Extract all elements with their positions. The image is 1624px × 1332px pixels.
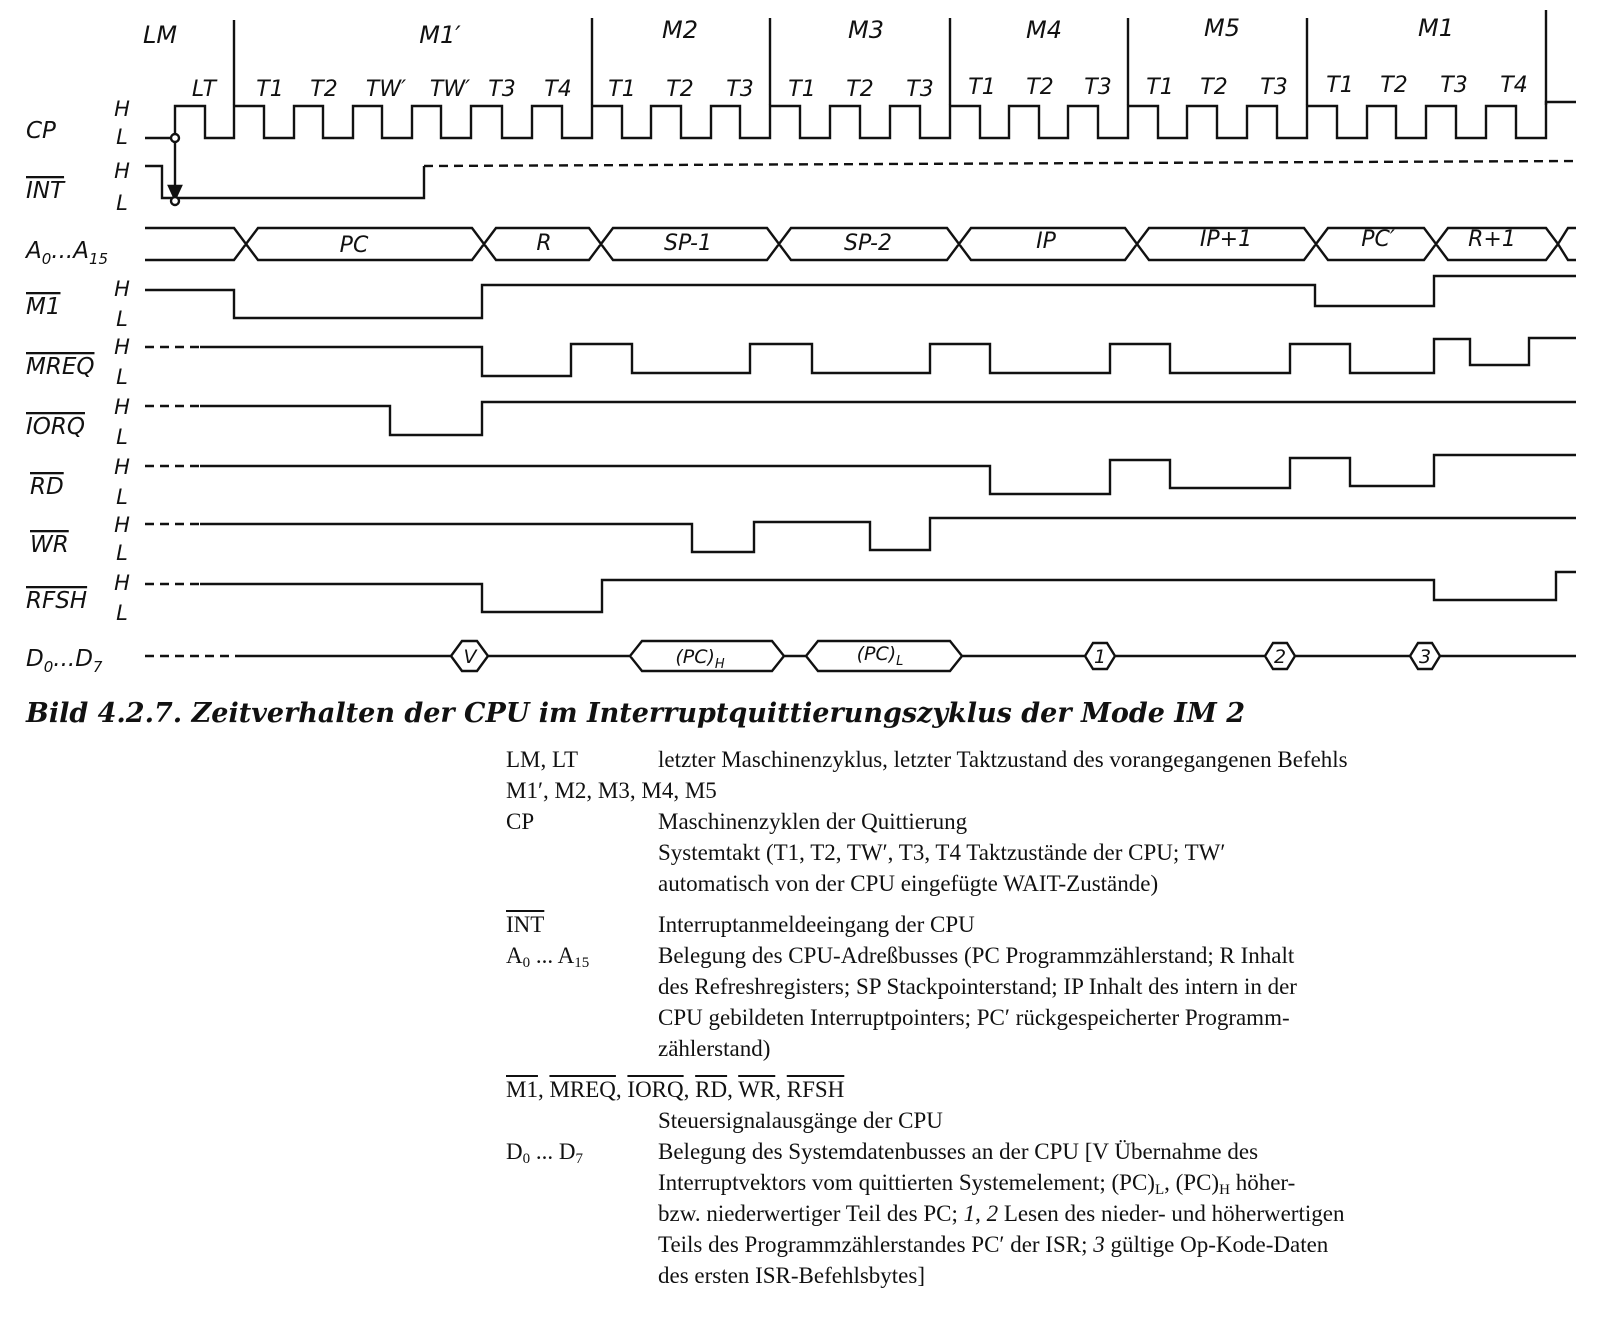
address-segment: SP-2 xyxy=(844,231,892,256)
legend-term: CP xyxy=(506,809,535,834)
address-segment: PC xyxy=(339,233,369,258)
data-marker-1: 1 xyxy=(1093,646,1107,668)
state-label: T4 xyxy=(1500,73,1528,98)
address-segment: SP-1 xyxy=(664,231,712,256)
data-bus-waveform xyxy=(240,641,1576,671)
address-segment: IP+1 xyxy=(1199,227,1253,252)
state-label: T1 xyxy=(968,75,996,100)
state-label: T1 xyxy=(608,77,636,102)
cycle-label: M2 xyxy=(662,16,698,44)
cycle-label: M1′ xyxy=(419,21,461,49)
level-l: L xyxy=(116,125,128,149)
figure-caption: Bild 4.2.7. Zeitverhalten der CPU im Interruptquittierungszyklus der Mode IM 2 xyxy=(26,698,1245,729)
signal-label-iorq: IORQ xyxy=(26,414,85,440)
legend-line: Interruptvektors vom quittierten Systemelement; $(PC)_L$, $(PC)_H$ höher- xyxy=(658,1170,1296,1198)
signal-label-mreq: MREQ xyxy=(26,354,95,380)
legend-line: Teils des Programmzählerstandes PC′ der ISR; 3 gültige Op-Kode-Daten xyxy=(658,1232,1329,1257)
level-h: H xyxy=(114,159,130,183)
level-l: L xyxy=(116,307,128,331)
address-segment: R xyxy=(536,231,552,256)
legend-term: M1′, M2, M3, M4, M5 xyxy=(506,778,717,803)
signal-label-rd: RD xyxy=(30,474,64,500)
signal-label-cp: CP xyxy=(26,118,56,144)
state-label: T2 xyxy=(1026,75,1054,100)
signal-label-address: $A_0...A_{15}$ xyxy=(26,238,109,268)
state-label: T3 xyxy=(488,77,516,102)
int-waveform xyxy=(145,166,424,198)
signal-label-wr: WR xyxy=(30,532,69,558)
level-l: L xyxy=(116,365,128,389)
state-label: T1 xyxy=(256,77,284,102)
legend-desc xyxy=(658,806,1606,899)
legend-line: des ersten ISR-Befehlsbytes] xyxy=(658,1263,925,1288)
legend xyxy=(506,744,1606,1291)
legend-line: des Refreshregisters; SP Stackpointerstand; IP Inhalt des intern in der xyxy=(658,974,1297,999)
cycle-label: M1 xyxy=(1418,14,1454,42)
data-marker-pch: $(PC)_H$ xyxy=(675,646,725,672)
legend-row-m xyxy=(506,775,1606,806)
state-label: TW′ xyxy=(429,77,471,102)
level-h: H xyxy=(114,513,130,537)
legend-line: zählerstand) xyxy=(658,1036,771,1061)
legend-row-data xyxy=(506,1136,1606,1291)
cycle-label: M4 xyxy=(1026,16,1062,44)
level-h: H xyxy=(114,571,130,595)
level-l: L xyxy=(116,191,128,215)
state-label: T1 xyxy=(1146,75,1174,100)
iorq-waveform xyxy=(200,402,1576,435)
legend-desc: letzter Maschinenzyklus, letzter Taktzustand des vorangegangenen Befehls xyxy=(658,747,1348,772)
legend-desc: Interruptanmeldeeingang der CPU xyxy=(658,912,975,937)
legend-line: automatisch von der CPU eingefügte WAIT-Zustände) xyxy=(658,871,1159,896)
mreq-waveform xyxy=(200,338,1576,376)
legend-row-cp xyxy=(506,806,1606,899)
state-label: T3 xyxy=(906,77,934,102)
state-label: T2 xyxy=(1200,75,1228,100)
legend-term: $A_0$ ... $A_{15}$ xyxy=(506,943,590,971)
int-dashed-tail xyxy=(424,161,1576,166)
state-label: T2 xyxy=(666,77,694,102)
level-h: H xyxy=(114,335,130,359)
legend-term: $D_0$ ... $D_7$ xyxy=(506,1139,583,1167)
level-h: H xyxy=(114,97,130,121)
cp-sample-point xyxy=(171,134,179,142)
cycle-label: LM xyxy=(142,21,178,49)
legend-term: $\overline{INT}$ xyxy=(506,912,545,937)
address-segment: R+1 xyxy=(1468,227,1516,252)
level-h: H xyxy=(114,277,130,301)
level-l: L xyxy=(116,425,128,449)
state-label: T2 xyxy=(846,77,874,102)
cycle-label: M5 xyxy=(1204,14,1240,42)
data-marker-3: 3 xyxy=(1418,646,1432,668)
legend-line: Belegung des CPU-Adreßbusses (PC Programmzählerstand; R Inhalt xyxy=(658,943,1295,968)
cycle-label: M3 xyxy=(848,16,884,44)
legend-row-control-desc xyxy=(506,1105,1606,1136)
signal-label-rfsh: RFSH xyxy=(26,588,88,614)
rd-waveform xyxy=(200,455,1576,494)
state-label: T1 xyxy=(788,77,816,102)
legend-line: CPU gebildeten Interruptpointers; PC′ rückgespeicherter Programm- xyxy=(658,1005,1290,1030)
state-label: T3 xyxy=(1084,75,1112,100)
legend-desc xyxy=(658,1136,1606,1291)
state-label: T4 xyxy=(544,77,572,102)
signal-label-m1: M1 xyxy=(26,294,61,320)
legend-line: bzw. niederwertiger Teil des PC; 1, 2 Lesen des nieder- und höherwertigen xyxy=(658,1201,1345,1226)
state-label: T2 xyxy=(310,77,338,102)
state-label: T3 xyxy=(726,77,754,102)
legend-desc: Steuersignalausgänge der CPU xyxy=(658,1108,943,1133)
level-l: L xyxy=(116,601,128,625)
legend-term: LM, LT xyxy=(506,747,578,772)
rfsh-waveform xyxy=(200,572,1576,612)
signal-label-int: INT xyxy=(26,178,65,204)
address-segment: PC′ xyxy=(1361,227,1395,252)
signal-label-data: $D_0...D_7$ xyxy=(26,646,103,676)
legend-row-int xyxy=(506,909,1606,940)
level-l: L xyxy=(116,485,128,509)
legend-row-address xyxy=(506,940,1606,1064)
legend-line: Systemtakt (T1, T2, TW′, T3, T4 Taktzustände der CPU; TW′ xyxy=(658,840,1226,865)
level-l: L xyxy=(116,541,128,565)
state-label: T1 xyxy=(1326,73,1354,98)
legend-desc xyxy=(658,940,1606,1064)
data-marker-2: 2 xyxy=(1273,646,1287,668)
legend-line: Belegung des Systemdatenbusses an der CPU [V Übernahme des xyxy=(658,1139,1259,1164)
level-h: H xyxy=(114,455,130,479)
state-label: T2 xyxy=(1380,73,1408,98)
state-label: T3 xyxy=(1440,73,1468,98)
legend-row-lm xyxy=(506,744,1606,775)
data-marker-v: V xyxy=(463,646,477,668)
legend-row-control-terms: M1, MREQ, IORQ, $\overline{RD}$, $\overline{WR}$, RFSH xyxy=(506,1077,845,1102)
state-label: LT xyxy=(191,77,217,102)
level-h: H xyxy=(114,395,130,419)
legend-term xyxy=(506,1105,658,1136)
state-label: T3 xyxy=(1260,75,1288,100)
address-segment: IP xyxy=(1036,229,1056,254)
m1-waveform xyxy=(145,276,1576,318)
cp-waveform xyxy=(145,102,1576,138)
state-label: TW′ xyxy=(365,77,407,102)
int-sample-point xyxy=(171,197,179,205)
legend-line: Maschinenzyklen der Quittierung xyxy=(658,809,968,834)
data-marker-pcl: $(PC)_L$ xyxy=(856,643,904,669)
wr-waveform xyxy=(200,518,1576,552)
